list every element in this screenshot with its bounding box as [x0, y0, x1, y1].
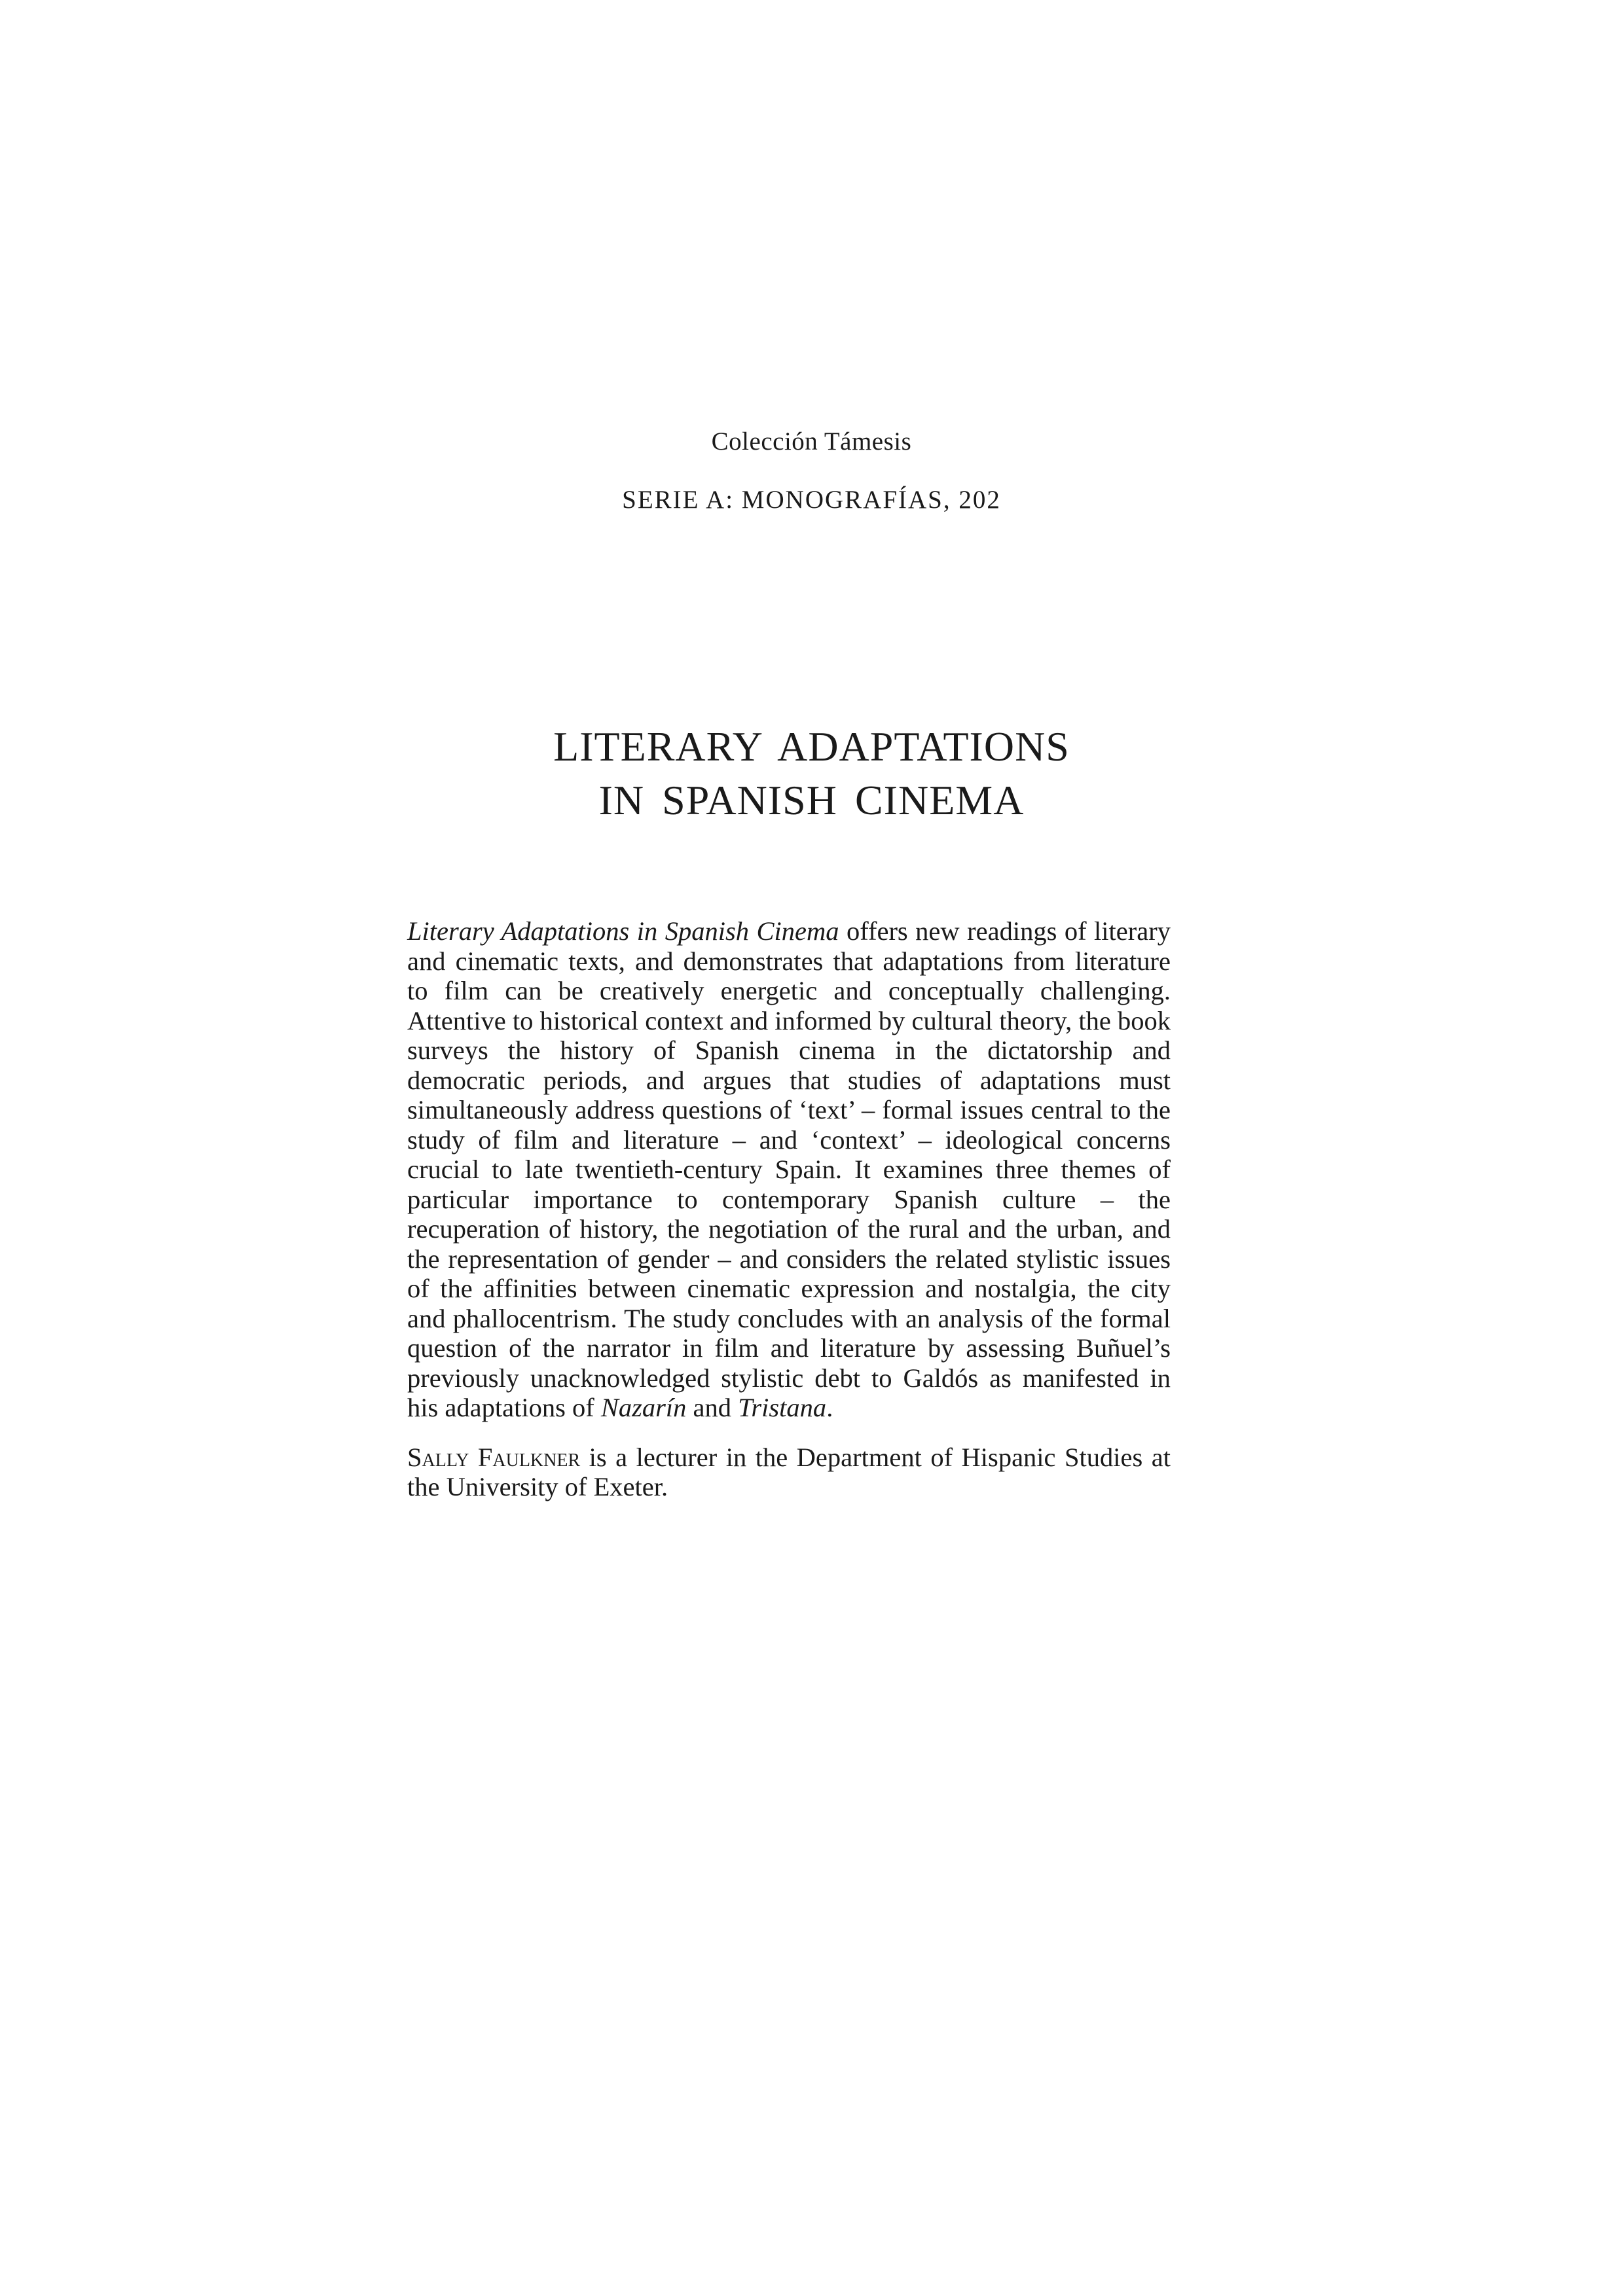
book-title: [0, 720, 1623, 827]
collection-name: Colección Támesis: [711, 427, 912, 456]
description-block: [407, 916, 1171, 1502]
film-title-tristana: Tristana: [738, 1393, 827, 1422]
series-number: SERIE A: MONOGRAFÍAS, 202: [622, 486, 1001, 514]
author-name: Sally Faulkner: [407, 1442, 581, 1472]
title-line-1: LITERARY ADAPTATIONS: [553, 723, 1070, 770]
blurb-conjunction: and: [686, 1393, 739, 1422]
series-information: [0, 429, 1623, 512]
blurb-paragraph: [407, 916, 1171, 1423]
film-title-nazarin: Nazarín: [600, 1393, 687, 1422]
author-bio: [407, 1443, 1171, 1502]
blurb-end: .: [826, 1393, 833, 1422]
author-bio-text: is a lecturer in the Department of Hispanic Studies at the University of Exeter.: [407, 1442, 1171, 1501]
blurb-text: offers new readings of literary and cinematic texts, and demonstrates that adaptations from literature to film can be creatively energetic and conceptually challenging. Attentive to historical context and informed by cultural theory, the book surveys the history of Spanish cinema in the dictatorship and democratic periods, and argues that studies of adaptations must simultaneously address questions of ‘text’ – formal issues central to the study of film and literature – and ‘context’ – ideological concerns crucial to late twentieth-century Spain. It examines three themes of particular importance to contemporary Spanish culture – the recuperation of history, the negotiation of the rural and the urban, and the representation of gender – and considers the related stylistic issues of the affinities between cinematic expression and nostalgia, the city and phallocentrism. The study concludes with an analysis of the formal question of the narrator in film and literature by assessing Buñuel’s previously unacknowledged stylistic debt to Galdós as manifested in his adaptations of: [407, 916, 1171, 1422]
blurb-book-title: Literary Adaptations in Spanish Cinema: [407, 916, 839, 946]
title-line-2: IN SPANISH CINEMA: [598, 777, 1025, 823]
